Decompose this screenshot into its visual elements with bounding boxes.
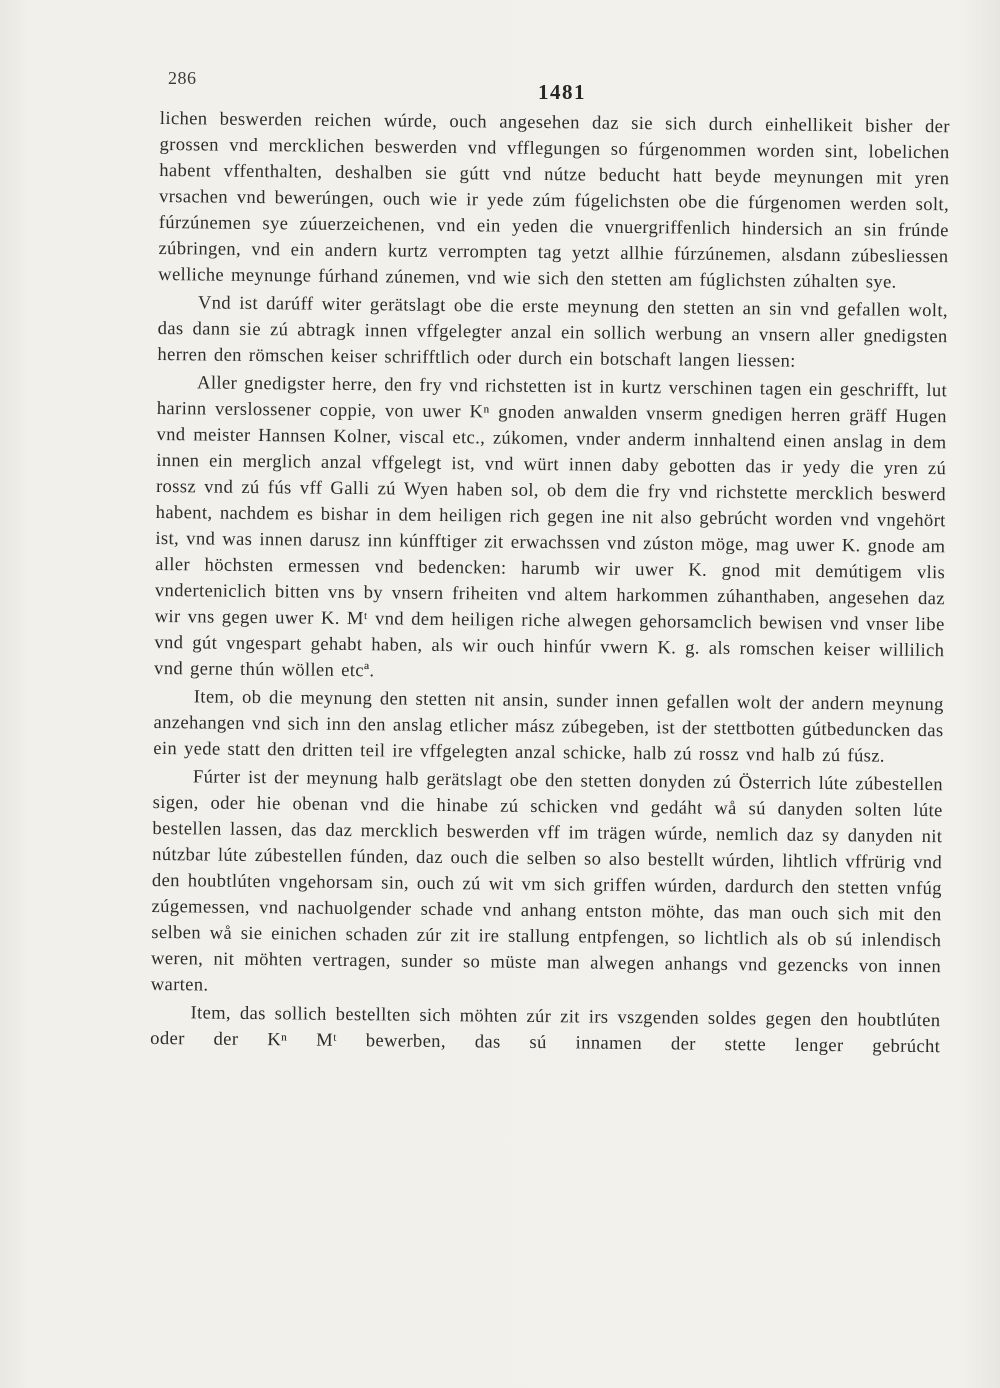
paragraph: Fúrter ist der meynung halb gerätslagt obe den stetten donyden zú Österrich lúte zúbestellen sigen, oder hie obenan vnd die hinabe zú schicken vnd gedáht wå sú danyden solten lúte bestellen lassen, das daz mercklich beswerden vff im trägen wúrde, nemlich daz sy danyden nit nútzbar lúte zúbestellen fúnden, daz ouch die selben so also bestellt wúrden, lihtlich vffrürig vnd den houbtlúten vngehorsam sin, ouch zú wit vm sich griffen wúrden, dardurch den stetten vnfúg zúgemessen, vnd nachuolgender schade vnd anhang entston möhte, das man ouch sich mit den selben wå sie einichen schaden zúr zit ire stallung entpfengen, so lichtlich als ob sú inlendisch weren, nit möhten vertragen, sunder so müste man alwegen anhangs vnd gezencks von innen warten. <box>150 766 944 996</box>
paragraph-continuation: lichen beswerden reichen wúrde, ouch angesehen daz sie sich durch einhellikeit bisher der grossen vnd mercklichen beswerden vnd vfflegungen so fúrgenommen worden sint, lobelichen habent vffenthalten, deshalben sie gútt vnd nútze beducht hatt beyde meynungen mit yren vrsachen vnd bewerúngen, ouch wie ir yede zúm fúgelichsten obe die fúrgenomen werden solt, fúrzúnemen sye zúuerzeichenen, vnd ein yeden die vnuergriffenlich hindersich an sin frúnde zúbringen, vnd ein andern kurtz verrompten tag yetzt allhie fúrzúnemen, alsdann zúbesliessen welliche meynunge fúrhand zúnemen, vnd wie sich den stetten am fúglichsten zúhalten sye. <box>158 107 950 293</box>
paragraph: Item, ob die meynung den stetten nit ansin, sunder innen gefallen wolt der andern meynung anzehangen vnd sich inn den anslag etlicher mász zúbegeben, ist der stettbotten gútbeduncken das ein yede statt den dritten teil ire vffgelegten anzal schicke, halb zú rossz vnd halb zú fúsz. <box>153 686 944 767</box>
page-header <box>160 66 950 106</box>
body-text <box>150 106 950 1062</box>
paragraph: Vnd ist darúff witer gerätslagt obe die erste meynung den stetten an sin vnd gefallen wolt, das dann sie zú abtragk innen vffgelegter anzal ein sollich werbung an vnsern aller gnedigsten herren den römschen keiser schrifftlich oder durch ein botschaft langen liessen: <box>157 292 949 372</box>
paragraph-letter-to-emperor: Aller gnedigster herre, den fry vnd richstetten ist in kurtz verschinen tagen ein geschrifft, lut harinn verslossener coppie, von uwer Kⁿ gnoden anwalden vnserm gnedigen herren gräff Hugen vnd meister Hannsen Kolner, viscal etc., zúkomen, vnder anderm innhaltend einen anslag in dem innen ein merglich anzal vffgelegt ist, vnd würt innen daby gebotten das ir yedy die yren zú rossz vnd zú fús vff Galli zú Wyen haben sol, ob dem die fry vnd richstette mercklich beswerd habent, nachdem es bishar in dem heiligen rich gegen ine nit also gebrúcht worden vnd vngehört ist, vnd was innen darusz inn kúnfftiger zit erwachssen vnd zúston möge, mag uwer K. gnode am aller höchsten ermessen vnd bedencken: harumb wir uwer K. gnod mit demútigem vlis vnderteniclich bitten vns by vnsern friheiten vnd altem harkommen zúhanthaben, angesehen daz wir vns gegen uwer K. Mᵗ vnd dem heiligen riche alwegen gehorsamclich bewisen vnd vnser libe vnd gút vngespart gehabt haben, als wir ouch hinfúr vwern K. g. als romschen keiser willilich vnd gerne thún wöllen etcª. <box>153 372 948 682</box>
document-number: 1481 <box>538 80 586 104</box>
page-number: 286 <box>168 68 197 88</box>
paragraph-continues: Item, das sollich bestellten sich möhten zúr zit irs vszgenden soldes gegen den houbtlúten oder der Kⁿ Mᵗ bewerben, das sú innamen der stette lenger gebrúcht <box>150 1002 941 1058</box>
